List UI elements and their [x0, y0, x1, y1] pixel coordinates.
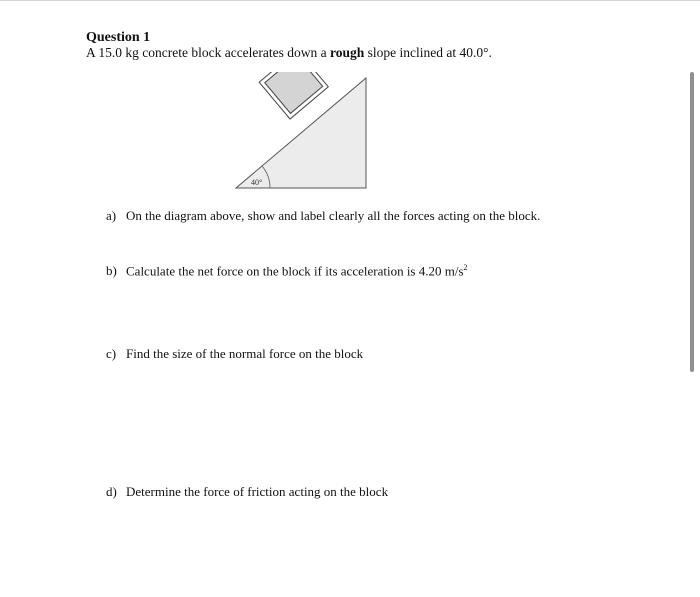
part-a-text: On the diagram above, show and label clearly all the forces acting on the block. — [126, 208, 541, 223]
concrete-block — [259, 72, 328, 119]
part-b-text: Calculate the net force on the block if its acceleration is 4.20 m/s — [126, 263, 464, 279]
part-b-exponent: 2 — [463, 263, 468, 272]
intro-text-start: A 15.0 kg concrete block accelerates down a — [86, 45, 331, 60]
block-inner — [265, 72, 323, 113]
inclined-plane-diagram — [230, 72, 380, 194]
intro-text-end: slope inclined at 40.0°. — [364, 45, 492, 60]
part-b-label: b) — [106, 263, 117, 279]
intro-text-bold: rough — [330, 45, 365, 60]
question-intro — [86, 45, 492, 61]
part-a-label: a) — [106, 208, 117, 223]
part-b — [106, 260, 468, 279]
vertical-scrollbar[interactable] — [690, 72, 694, 372]
part-c-text: Find the size of the normal force on the block — [126, 346, 364, 361]
part-d-text: Determine the force of friction acting on the block — [126, 484, 389, 499]
part-c-label: c) — [106, 346, 117, 361]
part-c — [106, 346, 363, 362]
part-a — [106, 208, 540, 224]
part-d — [106, 484, 388, 500]
part-d-label: d) — [106, 484, 117, 499]
angle-label: 40° — [251, 178, 263, 187]
top-divider — [0, 0, 700, 1]
question-title: Question 1 — [86, 30, 151, 45]
